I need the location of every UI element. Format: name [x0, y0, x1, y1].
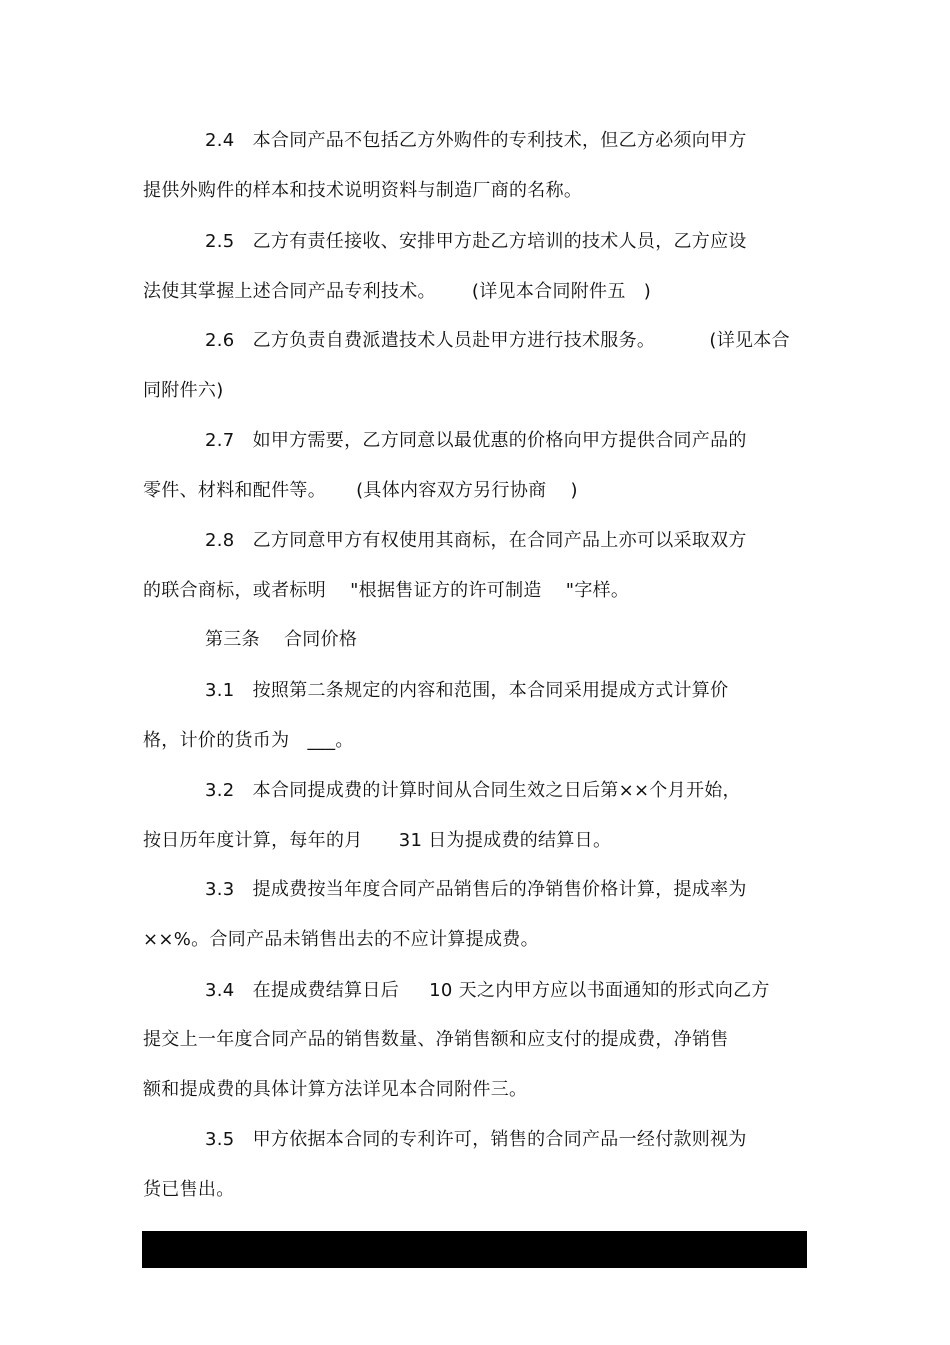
clause-3-1-line-1: 3.1 按照第二条规定的内容和范围，本合同采用提成方式计算价: [205, 680, 729, 701]
clause-3-4-line-3: 额和提成费的具体计算方法详见本合同附件三。: [143, 1079, 528, 1100]
clause-2-5-line-2: 法使其掌握上述合同产品专利技术。 (详见本合同附件五 ): [143, 281, 652, 302]
redaction-bar: [142, 1231, 807, 1268]
clause-3-3-line-2: ××%。合同产品未销售出去的不应计算提成费。: [143, 929, 539, 950]
clause-3-5-line-2: 货已售出。: [143, 1179, 235, 1200]
clause-2-6-line-1: 2.6 乙方负责自费派遣技术人员赴甲方进行技术服务。 (详见本合: [205, 330, 790, 351]
clause-3-2-line-2: 按日历年度计算，每年的月 31 日为提成费的结算日。: [143, 830, 612, 851]
clause-2-8-line-1: 2.8 乙方同意甲方有权使用其商标，在合同产品上亦可以采取双方: [205, 530, 747, 551]
clause-3-2-line-1: 3.2 本合同提成费的计算时间从合同生效之日后第××个月开始，: [205, 780, 741, 801]
clause-3-3-line-1: 3.3 提成费按当年度合同产品销售后的净销售价格计算，提成率为: [205, 879, 747, 900]
clause-2-4-line-2: 提供外购件的样本和技术说明资料与制造厂商的名称。: [143, 180, 583, 201]
clause-2-4-line-1: 2.4 本合同产品不包括乙方外购件的专利技术，但乙方必须向甲方: [205, 130, 747, 151]
clause-3-4-line-1: 3.4 在提成费结算日后 10 天之内甲方应以书面通知的形式向乙方: [205, 980, 770, 1001]
clause-2-7-line-2: 零件、材料和配件等。 (具体内容双方另行协商 ): [143, 480, 578, 501]
clause-2-6-line-2: 同附件六): [143, 380, 224, 401]
clause-2-7-line-1: 2.7 如甲方需要，乙方同意以最优惠的价格向甲方提供合同产品的: [205, 430, 747, 451]
clause-3-5-line-1: 3.5 甲方依据本合同的专利许可，销售的合同产品一经付款则视为: [205, 1129, 747, 1150]
clause-3-4-line-2: 提交上一年度合同产品的销售数量、净销售额和应支付的提成费，净销售: [143, 1029, 729, 1050]
article-3-heading: 第三条 合同价格: [205, 629, 358, 650]
clause-2-5-line-1: 2.5 乙方有责任接收、安排甲方赴乙方培训的技术人员，乙方应设: [205, 231, 747, 252]
clause-3-1-line-2: 格，计价的货币为 ___。: [143, 730, 354, 751]
clause-2-8-line-2: 的联合商标，或者标明 "根据售证方的许可制造 "字样。: [143, 580, 630, 601]
